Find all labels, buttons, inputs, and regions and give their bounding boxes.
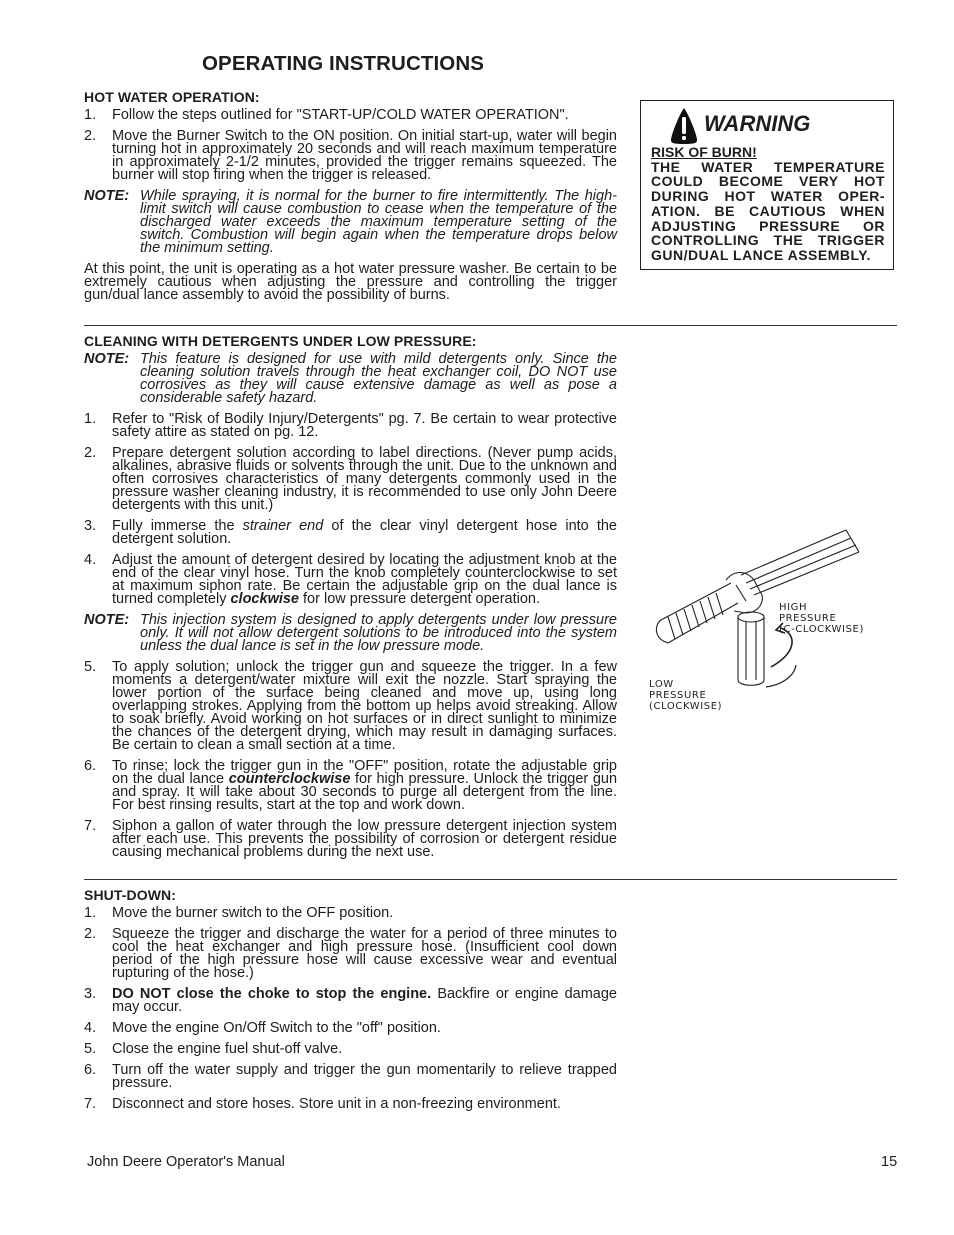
list-item: 3. DO NOT close the choke to stop the engine. Backfire or engine damage may occur. [84,986,617,1015]
list-item: 2. Move the Burner Switch to the ON position. On initial start-up, water will begin turning hot in approximately 20 seconds and will reach maximum temperature in approximately 2-1/2 minutes, provided the trigger remains squeezed. The burner will stop firing when the trigger is released. [84,128,617,183]
list-item: 4. Move the engine On/Off Switch to the "off" position. [84,1020,441,1036]
footer-manual-title: John Deere Operator's Manual [87,1154,285,1170]
section-heading-hot-water: HOT WATER OPERATION: [84,89,260,105]
list-item: 6. Turn off the water supply and trigger the gun momentarily to relieve trapped pressure. [84,1062,617,1091]
list-item: 1. Follow the steps outlined for "START-UP/COLD WATER OPERATION". [84,107,569,123]
warning-triangle-icon [669,107,699,145]
low-pressure-label-2: PRESSURE [649,690,707,701]
hot-water-section [84,91,617,310]
warning-body: THE WATER TEMPERATURE COULD BECOME VERY HOT DURING HOT WATER OPER-ATION. BE CAUTIOUS WHEN ADJUSTING PRESSURE OR CONTROLLING THE TRIGGER GUN/DUAL LANCE ASSEMBLY. [651,158,885,263]
warning-subtitle: RISK OF BURN! [651,144,757,160]
page-title: OPERATING INSTRUCTIONS [202,52,484,75]
note-detergents: NOTE: This feature is designed for use with mild detergents only. Since the cleaning solution travels through the heat exchanger coil, DO NOT use corrosives as they will cause extensive damage as well as pose a considerable safety hazard. [84,351,617,406]
list-item: 6. To rinse; lock the trigger gun in the "OFF" position, rotate the adjustable grip on the dual lance counterclockwise for high pressure. Unlock the trigger gun and spray. It will take about 30 seconds to purge all detergent from the line. For best rinsing results, start at the top and work down. [84,758,618,813]
section-heading-detergents: CLEANING WITH DETERGENTS UNDER LOW PRESSURE: [84,333,477,349]
high-pressure-label-2: PRESSURE [779,613,837,624]
paragraph: At this point, the unit is operating as a hot water pressure washer. Be certain to be extremely cautious when adjusting the pressure and controlling the trigger gun/dual lance assembly to avoid the possibility of burns. [84,261,617,303]
list-item: 7. Siphon a gallon of water through the low pressure detergent injection system after each use. This prevents the possibility of corrosion or detergent residue causing mechanical problems during the next use. [84,818,617,860]
low-pressure-label-3: (CLOCKWISE) [649,701,723,712]
section-heading-shutdown: SHUT-DOWN: [84,887,176,903]
dual-lance-figure [646,525,876,720]
warning-text [651,145,885,263]
shutdown-section [84,889,617,1119]
note-hot-water: NOTE: While spraying, it is normal for the burner to fire intermittently. The high-limit switch will cause combustion to cease when the temperature of the discharged water exceeds the maximum temperature setting of the switch. Combustion will begin again when the temperature drops below the minimum setting. [84,188,617,256]
list-item: 5. To apply solution; unlock the trigger gun and squeeze the trigger. In a few moments a detergent/water mixture will exit the nozzle. Start spraying the lower portion of the surface being cleaned and move up, using long overlapping strokes. Applying from the bottom up helps avoid streaking. Allow to soak briefly. Avoid working on hot surfaces or in direct sunlight to minimize the chances of the detergent drying, which may result in damaging surfaces. Be certain to clean a small section at a time. [84,659,617,753]
list-item: 3. Fully immerse the strainer end of the clear vinyl detergent hose into the detergent solution. [84,518,617,547]
detergents-section [84,335,617,867]
page-number: 15 [881,1154,898,1170]
list-item: 1. Move the burner switch to the OFF position. [84,905,394,921]
high-pressure-label-3: (C-CLOCKWISE) [779,624,864,635]
list-item: 4. Adjust the amount of detergent desired by locating the adjustment knob at the end of the clear vinyl hose. Turn the knob completely counterclockwise to set at maximum siphon rate. Be certain the adjustable grip on the dual lance is turned completely clockwise for low pressure detergent operation. [84,552,617,607]
divider [84,325,897,326]
list-item: 2. Prepare detergent solution according to label directions. (Never pump acids, alkalines, abrasive fluids or solvents through the unit. Due to the unknown and often corrosives characteristics of many detergents commonly used in the pressure washer cleaning industry, it is recommended to use only John Deere detergents with this unit.) [84,445,617,513]
list-item: 2. Squeeze the trigger and discharge the water for a period of three minutes to cool the heat exchanger and high pressure hose. (Insufficient cool down period of the high pressure hose will cause excessive wear and eventual rupturing of the hose.) [84,926,617,981]
list-item: 5. Close the engine fuel shut-off valve. [84,1041,343,1057]
list-item: 1. Refer to "Risk of Bodily Injury/Detergents" pg. 7. Be certain to wear protective safety attire as stated on pg. 12. [84,411,617,440]
list-item: 7. Disconnect and store hoses. Store unit in a non-freezing environment. [84,1096,561,1112]
note-injection: NOTE: This injection system is designed to apply detergents under low pressure only. It will not allow detergent solutions to be introduced into the system unless the dual lance is set in the low pressure mode. [84,612,617,654]
low-pressure-label-1: LOW [649,679,674,690]
warning-title: WARNING [704,111,811,136]
high-pressure-label-1: HIGH [779,602,808,613]
divider [84,879,897,880]
warning-box [640,100,894,270]
